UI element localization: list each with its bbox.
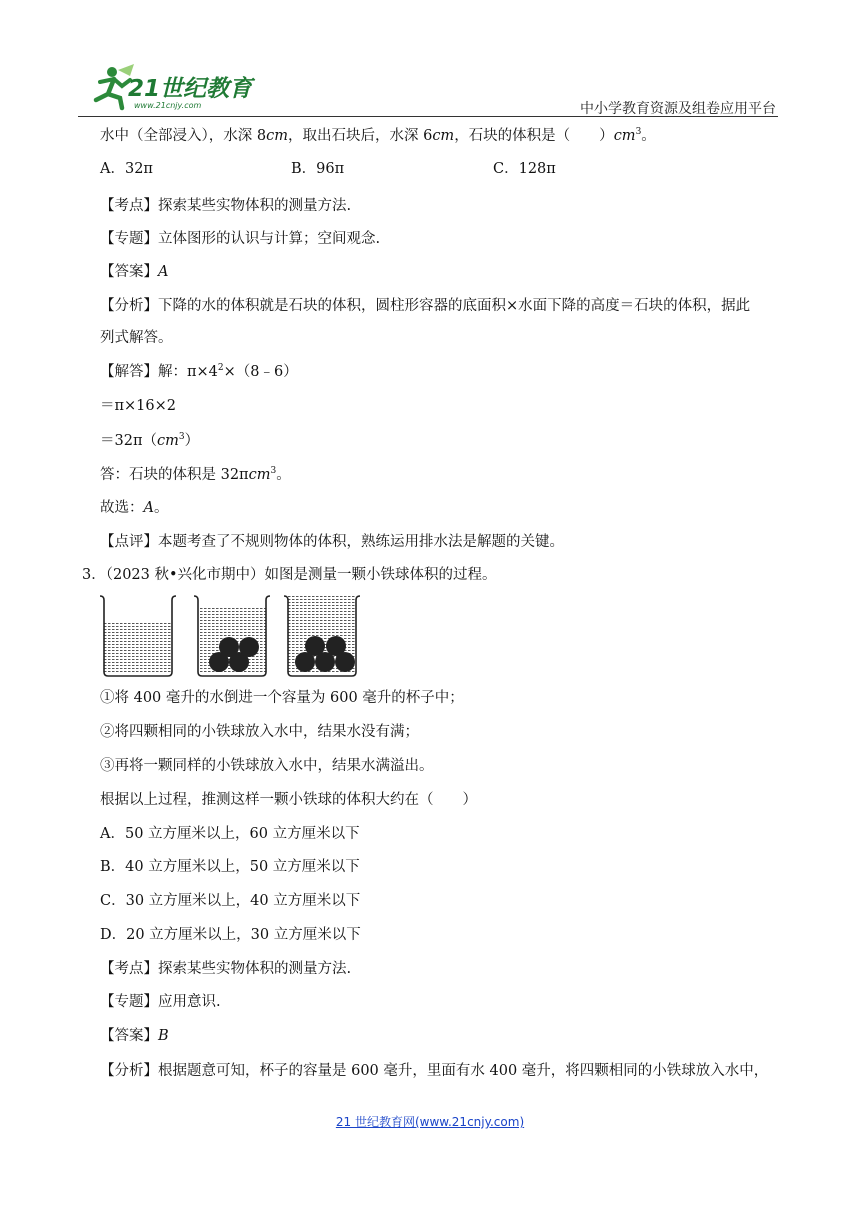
q3-answer: 【答案】B xyxy=(100,1028,169,1044)
beakers-figure xyxy=(100,592,362,678)
platform-title: 中小学教育资源及组卷应用平台 xyxy=(580,101,776,117)
q3-option-d: D．20 立方厘米以上，30 立方厘米以下 xyxy=(100,927,361,943)
q3-step3: ③再将一颗同样的小铁球放入水中，结果水满溢出。 xyxy=(100,758,434,774)
q3-option-b: B．40 立方厘米以上，50 立方厘米以下 xyxy=(100,859,360,875)
q3-kaodian: 【考点】探索某些实物体积的测量方法. xyxy=(100,961,352,977)
header-divider xyxy=(78,116,778,117)
q2-option-b: B．96π xyxy=(291,161,345,177)
beaker-2 xyxy=(194,596,270,676)
logo-text: 21世纪教育 xyxy=(128,76,253,102)
q3-fenxi: 【分析】根据题意可知，杯子的容量是 600 毫升，里面有水 400 毫升，将四颗相同的小铁球放入水中， xyxy=(100,1063,769,1079)
q3-stem: 3．（2023 秋•兴化市期中）如图是测量一颗小铁球体积的过程。 xyxy=(82,567,497,583)
q2-answer: 【答案】A xyxy=(100,264,169,280)
q2-stem: 水中（全部浸入），水深 8cm，取出石块后，水深 6cm，石块的体积是（ ）$cm^3$。 xyxy=(100,127,656,144)
q2-step2: $=32\pi(cm^3)$ xyxy=(100,432,200,449)
q2-jieda: 【解答】解：$\pi\times 4^2\times(8﹣6)$ xyxy=(100,363,298,380)
q2-guxuan: 故选：A。 xyxy=(100,500,169,516)
logo-url: www.21cnjy.com xyxy=(134,101,202,110)
beaker-3 xyxy=(284,596,360,676)
q3-step1: ①将 400 毫升的水倒进一个容量为 600 毫升的杯子中； xyxy=(100,690,464,706)
page-header xyxy=(78,62,778,122)
site-logo xyxy=(78,62,258,114)
q3-zhuanti: 【专题】应用意识. xyxy=(100,994,221,1010)
q3-option-c: C．30 立方厘米以上，40 立方厘米以下 xyxy=(100,893,361,909)
q2-kaodian: 【考点】探索某些实物体积的测量方法. xyxy=(100,198,352,214)
q2-option-c: C．128π xyxy=(493,161,556,177)
q2-zhuanti: 【专题】立体图形的认识与计算；空间观念. xyxy=(100,231,381,247)
q3-option-a: A．50 立方厘米以上，60 立方厘米以下 xyxy=(100,826,360,842)
q2-fenxi-line2: 列式解答。 xyxy=(100,330,173,346)
footer-link[interactable]: 21 世纪教育网(www.21cnjy.com) xyxy=(335,1115,525,1129)
q2-option-a: A．32π xyxy=(100,161,153,177)
q2-step1: ＝π×16×2 xyxy=(100,398,177,414)
q2-da: 答：石块的体积是 32πcm$^3$。 xyxy=(100,466,291,483)
beaker-1 xyxy=(100,596,176,676)
q3-question: 根据以上过程，推测这样一颗小铁球的体积大约在（ ） xyxy=(100,792,477,808)
q2-dianping: 【点评】本题考查了不规则物体的体积，熟练运用排水法是解题的关键。 xyxy=(100,534,564,550)
q2-fenxi-line1: 【分析】下降的水的体积就是石块的体积，圆柱形容器的底面积×水面下降的高度＝石块的体积，据此 xyxy=(100,298,751,314)
q3-step2: ②将四颗相同的小铁球放入水中，结果水没有满； xyxy=(100,724,419,740)
